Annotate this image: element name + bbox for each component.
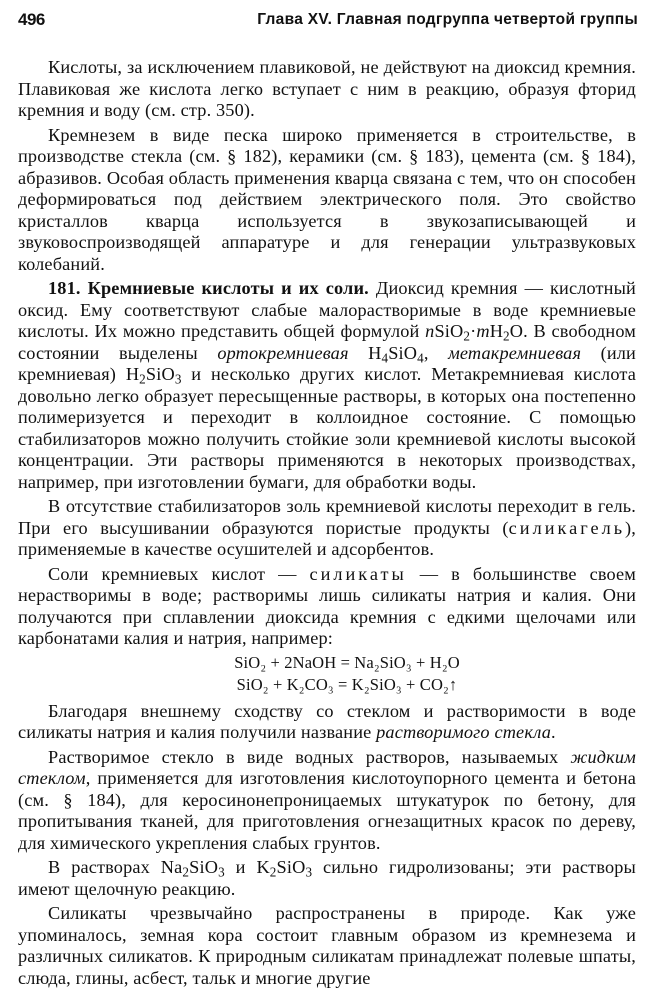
formula-part: Na bbox=[160, 857, 183, 877]
paragraph-acids: Кислоты, за исключением плавиковой, не действуют на диоксид кремния. Плавиковая же кислота легко вступает с ним в реакцию, образуя фторид кремния и воду (см. стр. 350). bbox=[18, 57, 636, 120]
term-italic: ортокремниевая bbox=[217, 342, 349, 363]
formula-subscript: 2 bbox=[463, 328, 471, 344]
formula-part: SiO bbox=[276, 857, 306, 877]
paragraph-silicates bbox=[18, 564, 636, 650]
formula-subscript: 3 bbox=[305, 864, 313, 880]
equation-1: SiO₂ + 2NaOH = Na₂SiO₃ + H₂O bbox=[234, 652, 460, 672]
formula-subscript: 2 bbox=[269, 864, 277, 880]
paragraph-text: В растворах bbox=[48, 857, 161, 877]
formula-part: n bbox=[425, 321, 435, 341]
paragraph-text: сильно гидролизованы; эти растворы имеют щелочную реакцию. bbox=[18, 857, 636, 899]
formula-part: SiO bbox=[434, 321, 464, 341]
formula-part: H bbox=[125, 364, 140, 384]
formula-part: H bbox=[489, 321, 504, 341]
paragraph-silica-uses: Кремнезем в виде песка широко применяется в строительстве, в производстве стекла (см. § 182), керамики (см. § 183), цемента (см. § 184), абразивов. Особая область применения кварца связана с тем, что он способен деформироваться под действием электрического поля. Это свойство кристаллов кварца используется в звукозаписывающей и звуковоспроизводящей аппаратуре и для генерации ультразвуковых колебаний. bbox=[18, 124, 636, 274]
term-spaced: силикаты bbox=[309, 563, 407, 584]
paragraph-text: и bbox=[224, 857, 257, 877]
section-number: 181. bbox=[48, 278, 81, 298]
equation-2: SiO₂ + K₂CO₃ = K₂SiO₃ + CO₂↑ bbox=[236, 674, 458, 694]
formula-part: K bbox=[256, 857, 270, 877]
formula-subscript: 4 bbox=[381, 349, 389, 365]
paragraph-natural-silicates: Силикаты чрезвычайно распространены в природе. Как уже упоминалось, земная кора состоит главным образом из кремнезема и различных силикатов. К природным силикатам принадлежат полевые шпаты, слюда, глины, асбест, тальк и многие другие bbox=[18, 903, 636, 988]
section-text: и несколько других кислот. Метакремниевая кислота довольно легко образует пересыщенные растворы, в которых она постепенно полимеризуется и переходит в коллоидное состояние. С помощью стабилизаторов можно получить стойкие золи кремниевой кислоты высокой концентрации. Эти растворы применяются в некоторых производствах, например, при изготовлении бумаги, для обработки воды. bbox=[18, 364, 636, 492]
section-title: Кремниевые кислоты и их соли. bbox=[87, 278, 369, 298]
formula-subscript: 4 bbox=[417, 349, 424, 365]
section-text: Диоксид кремния — кислотный оксид. Ему соответствуют слабые малорастворимые в воде кремниевые кислоты. Их можно представить общей формулой bbox=[18, 278, 636, 341]
paragraph-text: Растворимое стекло в виде водных растворов, называемых bbox=[48, 746, 571, 767]
paragraph-text: В отсутствие стабилизаторов золь кремниевой кислоты переходит в гель. При его высушивании образуются пористые продукты ( bbox=[18, 496, 636, 538]
formula-subscript: 3 bbox=[218, 864, 225, 880]
formula-part: SiO bbox=[388, 342, 418, 363]
formula-part: m bbox=[476, 321, 490, 341]
paragraph-liquid-glass bbox=[18, 747, 636, 855]
formula-subscript: 2 bbox=[503, 328, 510, 344]
formula-part: SiO bbox=[189, 857, 219, 877]
formula-part: H bbox=[368, 342, 382, 363]
section-181 bbox=[18, 278, 636, 493]
term-spaced: силикагель bbox=[508, 517, 626, 538]
formula-part: · bbox=[470, 321, 477, 341]
formula-part: SiO bbox=[145, 364, 175, 384]
paragraph-soluble-glass bbox=[18, 701, 636, 744]
running-head: Глава XV. Главная подгруппа четвертой группы bbox=[257, 11, 638, 28]
section-text: (или кремниевая) bbox=[18, 342, 636, 384]
formula-part: O bbox=[509, 321, 524, 341]
section-text: . В свободном состоянии выделены bbox=[18, 321, 637, 363]
formula-subscript: 2 bbox=[139, 371, 146, 387]
paragraph-gel bbox=[18, 496, 636, 561]
formula-subscript: 2 bbox=[182, 864, 190, 880]
page-body bbox=[18, 57, 636, 989]
page-header bbox=[18, 10, 638, 36]
paragraph-text: Благодаря внешнему сходству со стеклом и растворимости в воде силикаты натрия и калия получили название bbox=[18, 700, 636, 742]
formula-subscript: 3 bbox=[174, 371, 182, 387]
term-italic: метакремниевая bbox=[448, 342, 582, 363]
page-number: 496 bbox=[18, 10, 45, 29]
term-italic: жидким стеклом bbox=[18, 746, 636, 788]
paragraph-text: , применяется для изготовления кислотоупорного цемента и бетона (см. § 184), для керосинонепроницаемых штукатурок по бетону, для пропитывания тканей, для приготовления огнезащитных красок по дереву, для химического укрепления слабых грунтов. bbox=[18, 768, 636, 853]
paragraph-text: Соли кремниевых кислот — bbox=[48, 563, 310, 584]
term-italic: растворимого стекла bbox=[376, 722, 552, 742]
paragraph-hydrolysis bbox=[18, 857, 636, 900]
paragraph-text: ), применяемые в качестве осушителей и адсорбентов. bbox=[18, 517, 636, 559]
paragraph-text: — в большинстве своем нерастворимы в воде; растворимы лишь силикаты натрия и калия. Они получаются при сплавлении диоксида кремния с едкими щелочами или карбонатами калия и натрия, например: bbox=[18, 563, 636, 648]
equations bbox=[18, 652, 636, 696]
section-text: , bbox=[423, 342, 449, 363]
paragraph-text: . bbox=[551, 722, 556, 742]
